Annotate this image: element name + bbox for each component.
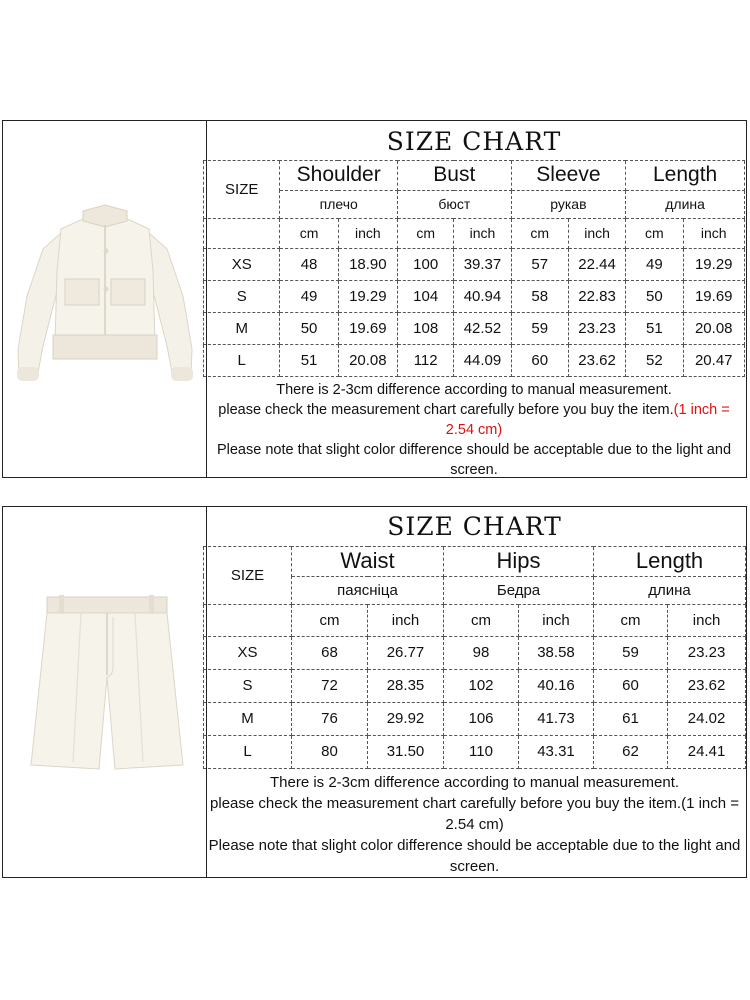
table-cell: 23.62 (568, 344, 625, 376)
table-cell: 72 (292, 669, 368, 702)
table-cell: 20.47 (683, 344, 745, 376)
note-line-2: please check the measurement chart carefully before you buy the item. (218, 401, 674, 418)
size-label: M (204, 312, 280, 344)
unit-header: inch (668, 604, 746, 636)
table-row (204, 248, 745, 280)
local-label-length: длина (626, 190, 745, 218)
table-cell: 20.08 (683, 312, 745, 344)
local-label-bust: бюст (398, 190, 512, 218)
note-inch-conversion: (1 inch = 2.54 cm) (445, 401, 730, 438)
table-cell: 108 (398, 312, 454, 344)
table-row (204, 636, 746, 669)
shorts-illustration (3, 507, 206, 877)
shorts-image (3, 507, 207, 877)
jacket-image (3, 121, 207, 477)
table-cell: 44.09 (454, 344, 511, 376)
note-line-1: There is 2-3cm difference according to manual measurement. (269, 773, 680, 791)
table-cell: 59 (594, 636, 668, 669)
table-cell: 49 (280, 280, 338, 312)
table-cell: 102 (444, 669, 519, 702)
note-line-2: please check the measurement chart carefully before you buy the item.(1 inch = 2.54 cm) (210, 794, 740, 833)
chart-title: SIZE CHART (204, 508, 746, 546)
table-cell: 22.44 (568, 248, 625, 280)
table-cell: 28.35 (368, 669, 444, 702)
size-label: XS (204, 636, 292, 669)
table-cell: 58 (511, 280, 568, 312)
table-cell: 40.94 (454, 280, 511, 312)
measurement-note (204, 376, 745, 483)
chart-title: SIZE CHART (204, 124, 745, 160)
size-column-header: SIZE (204, 546, 292, 604)
size-label: S (204, 669, 292, 702)
table-cell: 60 (594, 669, 668, 702)
group-header-shoulder: Shoulder (280, 160, 398, 190)
table-cell: 49 (626, 248, 683, 280)
unit-header: inch (568, 218, 625, 248)
size-label: M (204, 702, 292, 735)
table-cell: 24.41 (668, 735, 746, 768)
table-row (204, 669, 746, 702)
group-header-bust: Bust (398, 160, 512, 190)
table-cell: 59 (511, 312, 568, 344)
table-cell: 40.16 (519, 669, 594, 702)
table-cell: 68 (292, 636, 368, 669)
size-label: L (204, 735, 292, 768)
table-cell: 110 (444, 735, 519, 768)
jacket-size-table (203, 124, 745, 483)
table-cell: 20.08 (338, 344, 397, 376)
blank-cell (204, 604, 292, 636)
unit-header: cm (398, 218, 454, 248)
table-cell: 19.29 (338, 280, 397, 312)
table-cell: 62 (594, 735, 668, 768)
group-header-length: Length (626, 160, 745, 190)
table-cell: 23.23 (568, 312, 625, 344)
note-line-1: There is 2-3cm difference according to manual measurement. (276, 381, 672, 398)
table-cell: 104 (398, 280, 454, 312)
table-cell: 98 (444, 636, 519, 669)
table-cell: 80 (292, 735, 368, 768)
shorts-size-table (203, 508, 746, 880)
table-cell: 106 (444, 702, 519, 735)
table-cell: 51 (280, 344, 338, 376)
size-label: L (204, 344, 280, 376)
local-label-hips: Бедра (444, 576, 594, 604)
unit-header: inch (368, 604, 444, 636)
size-label: XS (204, 248, 280, 280)
table-cell: 24.02 (668, 702, 746, 735)
unit-header: cm (444, 604, 519, 636)
local-label-waist: паясніца (292, 576, 444, 604)
unit-header: inch (683, 218, 745, 248)
table-cell: 50 (280, 312, 338, 344)
unit-header: cm (594, 604, 668, 636)
table-cell: 31.50 (368, 735, 444, 768)
unit-header: inch (338, 218, 397, 248)
jacket-illustration (3, 121, 206, 477)
size-label: S (204, 280, 280, 312)
unit-header: inch (454, 218, 511, 248)
group-header-length: Length (594, 546, 746, 576)
table-cell: 48 (280, 248, 338, 280)
table-cell: 52 (626, 344, 683, 376)
table-cell: 112 (398, 344, 454, 376)
table-row (204, 344, 745, 376)
note-line-3: Please note that slight color difference should be acceptable due to the light and screen. (208, 836, 741, 875)
table-cell: 22.83 (568, 280, 625, 312)
unit-header: cm (511, 218, 568, 248)
unit-header: cm (292, 604, 368, 636)
table-cell: 50 (626, 280, 683, 312)
table-row (204, 280, 745, 312)
table-cell: 57 (511, 248, 568, 280)
unit-header: cm (626, 218, 683, 248)
table-row (204, 312, 745, 344)
table-cell: 39.37 (454, 248, 511, 280)
table-cell: 42.52 (454, 312, 511, 344)
note-line-3: Please note that slight color difference should be acceptable due to the light and screen. (216, 441, 732, 478)
table-cell: 41.73 (519, 702, 594, 735)
table-cell: 19.69 (683, 280, 745, 312)
local-label-length: длина (594, 576, 746, 604)
table-cell: 23.62 (668, 669, 746, 702)
group-header-sleeve: Sleeve (511, 160, 626, 190)
unit-header: inch (519, 604, 594, 636)
table-cell: 23.23 (668, 636, 746, 669)
local-label-shoulder: плечо (280, 190, 398, 218)
table-cell: 19.69 (338, 312, 397, 344)
table-cell: 29.92 (368, 702, 444, 735)
table-cell: 60 (511, 344, 568, 376)
group-header-waist: Waist (292, 546, 444, 576)
table-cell: 43.31 (519, 735, 594, 768)
table-row (204, 702, 746, 735)
size-column-header: SIZE (204, 160, 280, 218)
table-cell: 19.29 (683, 248, 745, 280)
table-cell: 76 (292, 702, 368, 735)
table-cell: 38.58 (519, 636, 594, 669)
measurement-note (204, 768, 746, 880)
table-cell: 61 (594, 702, 668, 735)
blank-cell (204, 218, 280, 248)
group-header-hips: Hips (444, 546, 594, 576)
table-cell: 51 (626, 312, 683, 344)
table-cell: 26.77 (368, 636, 444, 669)
table-cell: 100 (398, 248, 454, 280)
unit-header: cm (280, 218, 338, 248)
local-label-sleeve: рукав (511, 190, 626, 218)
table-row (204, 735, 746, 768)
table-cell: 18.90 (338, 248, 397, 280)
